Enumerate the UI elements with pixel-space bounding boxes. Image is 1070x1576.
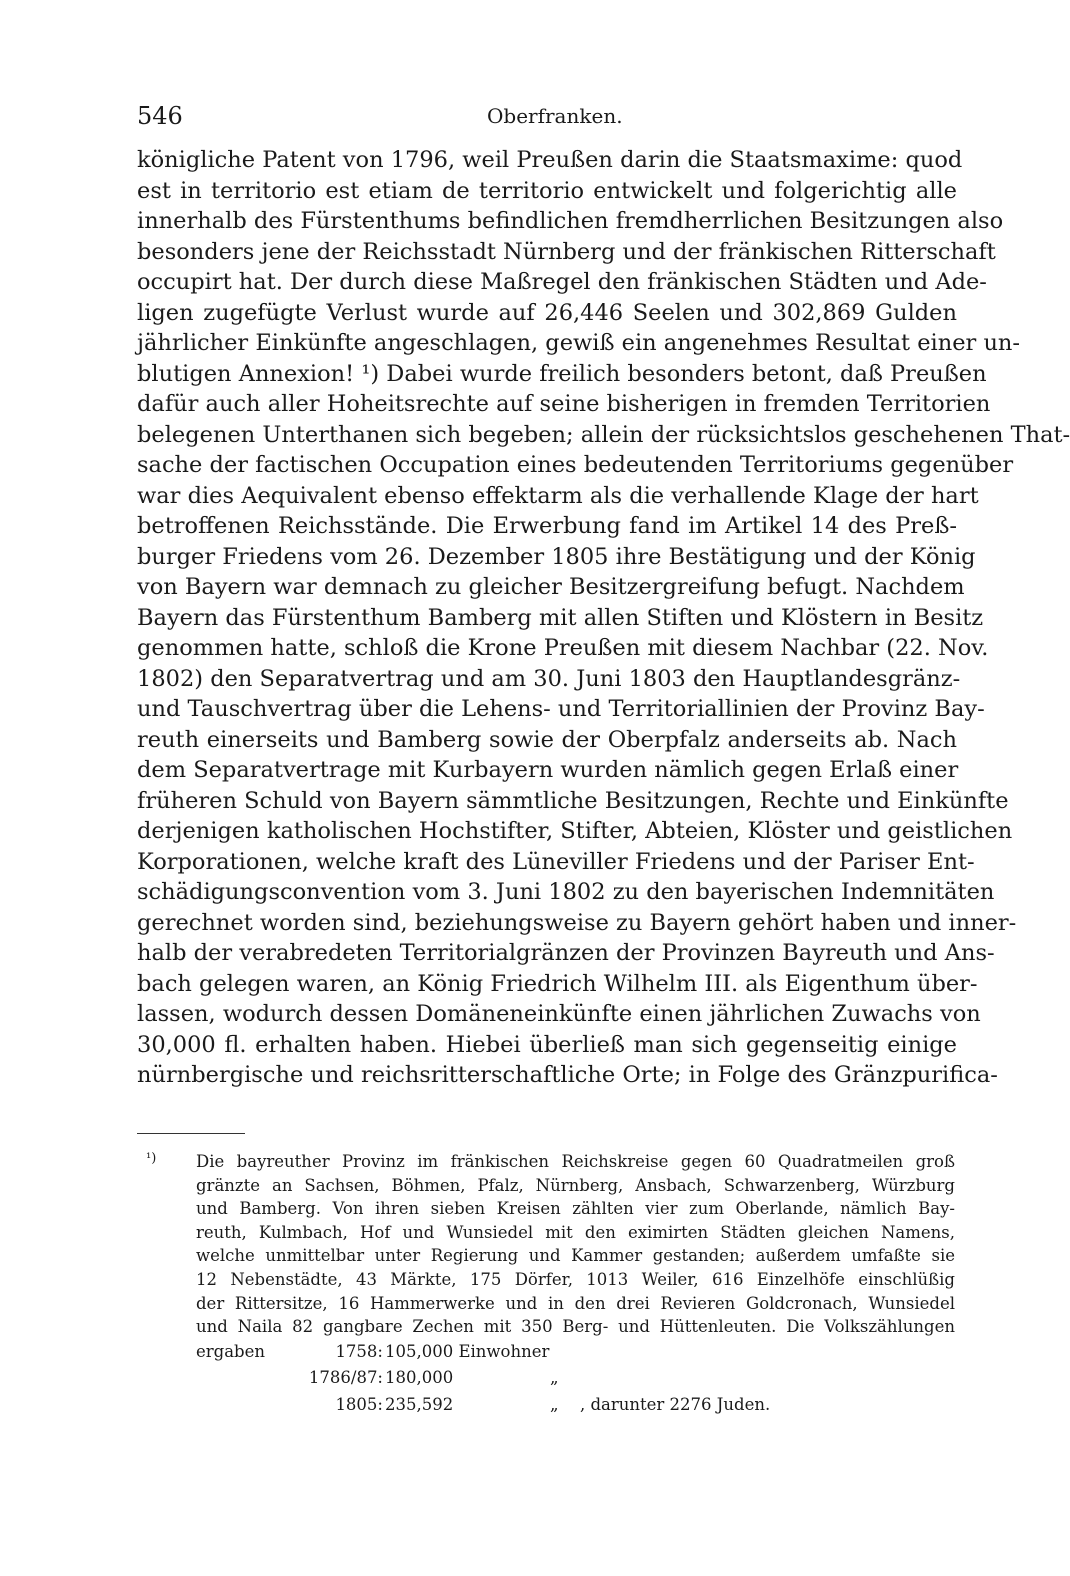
text-line: 30,000 fl. erhalten haben. Hiebei überließ man sich gegenseitig einige [137, 1031, 957, 1058]
text-line: schädigungsconvention vom 3. Juni 1802 zu den bayerischen Indemnitäten [137, 879, 995, 905]
page-header [137, 102, 957, 132]
text-line: war dies Aequivalent ebenso effektarm als die verhallende Klage der hart [137, 482, 979, 509]
text-line: gerechnet worden sind, beziehungsweise zu Bayern gehört haben und inner- [137, 909, 1017, 936]
population-count: 105,000 Einwohner [385, 1341, 550, 1361]
text-line: bach gelegen waren, an König Friedrich Wilhelm III. als Eigenthum über- [137, 970, 978, 997]
text-line: 1802) den Separatvertrag und am 30. Juni 1803 den Hauptlandesgränz- [137, 665, 961, 692]
text-line: reuth einerseits und Bamberg sowie der Oberpfalz anderseits ab. Nach [137, 726, 957, 753]
main-text [137, 145, 1070, 1091]
ditto-mark: „ [550, 1394, 559, 1414]
footnote-line: und Bamberg. Von ihren sieben Kreisen zählten vier zum Oberlande, nämlich Bay- [196, 1199, 955, 1219]
text-line: Bayern das Fürstenthum Bamberg mit allen Stiften und Klöstern in Besitz [137, 604, 984, 631]
text-line: königliche Patent von 1796, weil Preußen darin die Staatsmaxime: quod [137, 147, 963, 173]
text-line: lassen, wodurch dessen Domäneneinkünfte einen jährlichen Zuwachs von [137, 1001, 981, 1027]
footnote-line: reuth, Kulmbach, Hof und Wunsiedel mit den eximirten Städten gleichen Namens, [196, 1222, 955, 1242]
ditto-mark: „ [550, 1368, 559, 1388]
text-line: früheren Schuld von Bayern sämmtliche Besitzungen, Rechte und Einkünfte [137, 787, 1009, 814]
footnote-divider [137, 1133, 245, 1134]
population-row [160, 1392, 955, 1419]
footnote-line: 12 Nebenstädte, 43 Märkte, 175 Dörfer, 1013 Weiler, 616 Einzelhöfe einschlüßig [196, 1269, 955, 1289]
population-count: 180,000 [385, 1368, 454, 1388]
text-line: est in territorio est etiam de territorio entwickelt und folgerichtig alle [137, 177, 957, 204]
population-year: 1786/87: [308, 1368, 383, 1388]
footnote-line: gränzte an Sachsen, Böhmen, Pfalz, Nürnberg, Ansbach, Schwarzenberg, Würzburg [196, 1175, 955, 1195]
footnote-line: und Naila 82 gangbare Zechen mit 350 Berg- und Hüttenleuten. Die Volkszählungen [196, 1317, 955, 1337]
page-number: 546 [137, 102, 183, 130]
running-head: Oberfranken. [487, 104, 623, 128]
text-line: nürnbergische und reichsritterschaftliche Orte; in Folge des Gränzpurifica- [137, 1062, 998, 1088]
footnote-marker: ¹) [146, 1151, 157, 1166]
text-line: innerhalb des Fürstenthums befindlichen fremdherrlichen Besitzungen also [137, 208, 1004, 234]
footnote-line: welche unmittelbar unter Regierung und Kammer gestanden; außerdem umfaßte sie [196, 1246, 955, 1266]
population-count: 235,592 [385, 1394, 454, 1414]
text-line: jährlicher Einkünfte angeschlagen, gewiß ein angenehmes Resultat einer un- [137, 330, 1021, 356]
text-line: ligen zugefügte Verlust wurde auf 26,446 Seelen und 302,869 Gulden [137, 299, 957, 326]
text-line: occupirt hat. Der durch diese Maßregel den fränkischen Städten und Ade- [137, 269, 987, 295]
text-line: derjenigen katholischen Hochstifter, Stifter, Abteien, Klöster und geistlichen [137, 818, 1013, 844]
population-year: 1805: [335, 1394, 383, 1414]
text-line: Korporationen, welche kraft des Lüneviller Friedens und der Pariser Ent- [137, 848, 975, 875]
population-row [160, 1339, 955, 1366]
text-line: und Tauschvertrag über die Lehens- und Territoriallinien der Provinz Bay- [137, 696, 985, 722]
text-line: genommen hatte, schloß die Krone Preußen mit diesem Nachbar (22. Nov. [137, 635, 989, 661]
population-note: , darunter 2276 Juden. [580, 1394, 771, 1414]
footnote-text: Die bayreuther Provinz im fränkischen Reichskreise gegen 60 Quadratmeilen groß [196, 1152, 955, 1171]
text-line: von Bayern war demnach zu gleicher Besitzergreifung befugt. Nachdem [137, 574, 965, 600]
footnote [146, 1150, 955, 1418]
text-line: dem Separatvertrage mit Kurbayern wurden nämlich gegen Erlaß einer [137, 757, 959, 783]
text-line: dafür auch aller Hoheitsrechte auf seine bisherigen in fremden Territorien [137, 391, 991, 417]
footnote-line: der Rittersitze, 16 Hammerwerke und in den drei Revieren Goldcronach, Wunsiedel [196, 1293, 955, 1313]
text-line: besonders jene der Reichsstadt Nürnberg und der fränkischen Ritterschaft [137, 238, 996, 265]
text-line: belegenen Unterthanen sich begeben; allein der rücksichtslos geschehenen That- [137, 421, 1070, 448]
population-label: ergaben [196, 1341, 266, 1361]
text-line: betroffenen Reichsstände. Die Erwerbung fand im Artikel 14 des Preß- [137, 513, 957, 539]
text-line: sache der factischen Occupation eines bedeutenden Territoriums gegenüber [137, 452, 1014, 478]
population-row [160, 1365, 955, 1392]
text-line: halb der verabredeten Territorialgränzen der Provinzen Bayreuth und Ans- [137, 940, 995, 966]
population-year: 1758: [335, 1341, 383, 1361]
text-line: blutigen Annexion! ¹) Dabei wurde freilich besonders betont, daß Preußen [137, 360, 987, 387]
footnote-line [146, 1150, 955, 1174]
text-line: burger Friedens vom 26. Dezember 1805 ihre Bestätigung und der König [137, 543, 976, 570]
